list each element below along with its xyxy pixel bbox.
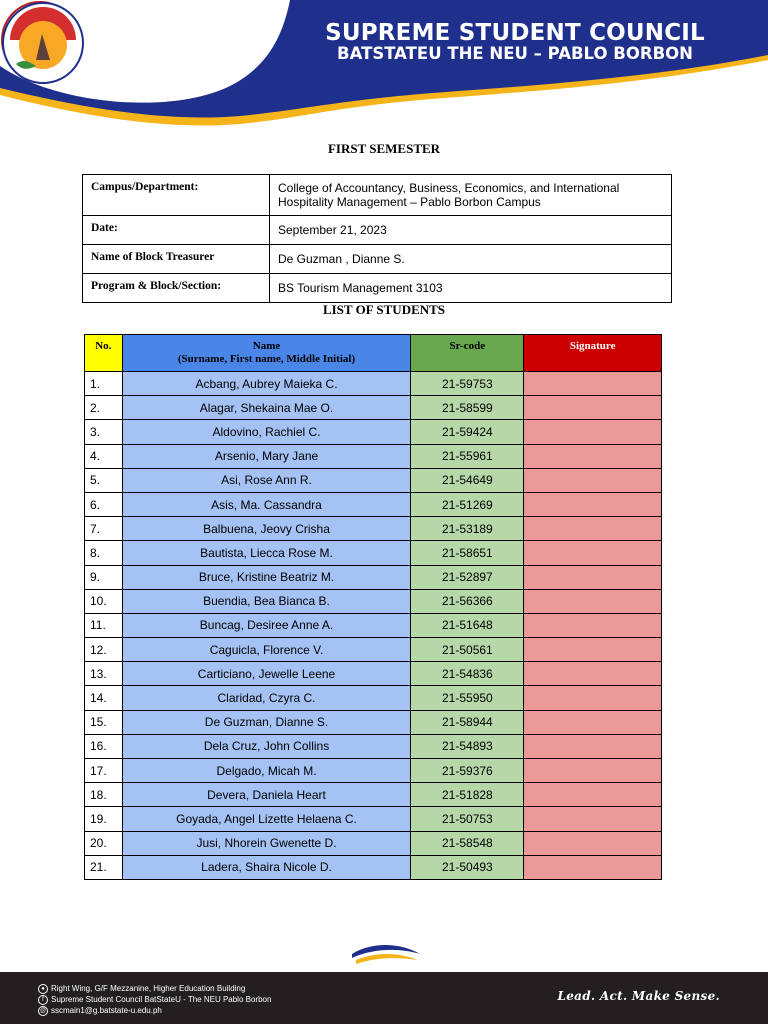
student-srcode: 21-54649 bbox=[411, 468, 524, 492]
student-srcode: 21-59376 bbox=[411, 759, 524, 783]
council-title: SUPREME STUDENT COUNCIL bbox=[325, 20, 705, 46]
student-name: Bautista, Liecca Rose M. bbox=[122, 541, 411, 565]
student-name: Devera, Daniela Heart bbox=[122, 783, 411, 807]
student-name: Alagar, Shekaina Mae O. bbox=[122, 396, 411, 420]
student-name: Ladera, Shaira Nicole D. bbox=[122, 855, 411, 879]
table-row bbox=[85, 807, 662, 831]
student-name: Asis, Ma. Cassandra bbox=[122, 492, 411, 516]
student-number: 2. bbox=[85, 396, 123, 420]
table-row bbox=[85, 759, 662, 783]
student-number: 21. bbox=[85, 855, 123, 879]
info-row-treasurer bbox=[83, 245, 672, 274]
students-table bbox=[84, 334, 662, 880]
student-srcode: 21-55950 bbox=[411, 686, 524, 710]
signature-cell[interactable] bbox=[524, 517, 662, 541]
table-row bbox=[85, 565, 662, 589]
student-srcode: 21-51828 bbox=[411, 783, 524, 807]
col-srcode-header: Sr-code bbox=[411, 335, 524, 372]
semester-heading: FIRST SEMESTER bbox=[327, 141, 441, 156]
student-number: 15. bbox=[85, 710, 123, 734]
student-number: 19. bbox=[85, 807, 123, 831]
students-body bbox=[85, 372, 662, 880]
footer-address bbox=[38, 984, 245, 994]
signature-cell[interactable] bbox=[524, 420, 662, 444]
program-label: Program & Block/Section: bbox=[83, 274, 270, 303]
student-name: De Guzman, Dianne S. bbox=[122, 710, 411, 734]
table-row bbox=[85, 783, 662, 807]
student-number: 12. bbox=[85, 638, 123, 662]
council-subtitle: BATSTATEU THE NEU – PABLO BORBON bbox=[337, 44, 693, 63]
date-label: Date: bbox=[83, 216, 270, 245]
student-number: 13. bbox=[85, 662, 123, 686]
student-number: 17. bbox=[85, 759, 123, 783]
signature-cell[interactable] bbox=[524, 396, 662, 420]
table-row bbox=[85, 613, 662, 637]
student-number: 4. bbox=[85, 444, 123, 468]
student-name: Aldovino, Rachiel C. bbox=[122, 420, 411, 444]
student-number: 5. bbox=[85, 468, 123, 492]
col-name-header-line2: (Surname, First name, Middle Initial) bbox=[177, 353, 356, 365]
student-srcode: 21-59424 bbox=[411, 420, 524, 444]
signature-cell[interactable] bbox=[524, 541, 662, 565]
signature-cell[interactable] bbox=[524, 468, 662, 492]
student-srcode: 21-51269 bbox=[411, 492, 524, 516]
table-row bbox=[85, 589, 662, 613]
signature-cell[interactable] bbox=[524, 855, 662, 879]
student-name: Delgado, Micah M. bbox=[122, 759, 411, 783]
signature-cell[interactable] bbox=[524, 589, 662, 613]
footer-address-text: Right Wing, G/F Mezzanine, Higher Education Building bbox=[51, 984, 246, 994]
table-row bbox=[85, 855, 662, 879]
signature-cell[interactable] bbox=[524, 710, 662, 734]
student-srcode: 21-58599 bbox=[411, 396, 524, 420]
student-srcode: 21-54836 bbox=[411, 662, 524, 686]
footer-facebook[interactable] bbox=[38, 995, 271, 1005]
email-icon: @ bbox=[39, 1008, 47, 1014]
table-row bbox=[85, 541, 662, 565]
info-row-date bbox=[83, 216, 672, 245]
student-srcode: 21-55961 bbox=[411, 444, 524, 468]
student-srcode: 21-51648 bbox=[411, 613, 524, 637]
student-srcode: 21-58651 bbox=[411, 541, 524, 565]
student-number: 9. bbox=[85, 565, 123, 589]
signature-cell[interactable] bbox=[524, 565, 662, 589]
treasurer-label: Name of Block Treasurer bbox=[83, 245, 270, 274]
student-name: Carticiano, Jewelle Leene bbox=[122, 662, 411, 686]
table-row bbox=[85, 517, 662, 541]
table-row bbox=[85, 396, 662, 420]
col-name-header-line1: Name bbox=[252, 340, 281, 352]
table-row bbox=[85, 686, 662, 710]
footer-tagline: Lead. Act. Make Sense. bbox=[557, 989, 720, 1003]
footer-bar bbox=[0, 972, 768, 1024]
header-banner bbox=[0, 0, 768, 135]
student-srcode: 21-50561 bbox=[411, 638, 524, 662]
student-srcode: 21-59753 bbox=[411, 372, 524, 396]
table-row bbox=[85, 372, 662, 396]
decorative-swoosh bbox=[350, 940, 422, 968]
signature-cell[interactable] bbox=[524, 372, 662, 396]
location-icon: ● bbox=[38, 984, 48, 994]
student-name: Buendia, Bea Bianca B. bbox=[122, 589, 411, 613]
student-srcode: 21-50753 bbox=[411, 807, 524, 831]
student-number: 6. bbox=[85, 492, 123, 516]
student-srcode: 21-50493 bbox=[411, 855, 524, 879]
signature-cell[interactable] bbox=[524, 734, 662, 758]
student-srcode: 21-54893 bbox=[411, 734, 524, 758]
treasurer-value: De Guzman , Dianne S. bbox=[270, 245, 672, 274]
student-name: Bruce, Kristine Beatriz M. bbox=[122, 565, 411, 589]
campus-value-line2: Hospitality Management – Pablo Borbon Campus bbox=[278, 195, 541, 209]
student-name: Caguicla, Florence V. bbox=[122, 638, 411, 662]
footer-facebook-text: Supreme Student Council BatStateU - The NEU Pablo Borbon bbox=[51, 995, 272, 1005]
student-name: Jusi, Nhorein Gwenette D. bbox=[122, 831, 411, 855]
student-srcode: 21-56366 bbox=[411, 589, 524, 613]
student-number: 8. bbox=[85, 541, 123, 565]
campus-value bbox=[270, 175, 672, 216]
info-table bbox=[82, 174, 672, 303]
program-value: BS Tourism Management 3103 bbox=[270, 274, 672, 303]
table-row bbox=[85, 468, 662, 492]
table-row bbox=[85, 638, 662, 662]
student-name: Acbang, Aubrey Maieka C. bbox=[122, 372, 411, 396]
student-number: 7. bbox=[85, 517, 123, 541]
student-number: 10. bbox=[85, 589, 123, 613]
student-number: 18. bbox=[85, 783, 123, 807]
student-name: Buncag, Desiree Anne A. bbox=[122, 613, 411, 637]
student-council-logo bbox=[0, 0, 86, 86]
campus-label: Campus/Department: bbox=[83, 175, 270, 216]
table-row bbox=[85, 492, 662, 516]
student-name: Dela Cruz, John Collins bbox=[122, 734, 411, 758]
table-row bbox=[85, 662, 662, 686]
student-name: Claridad, Czyra C. bbox=[122, 686, 411, 710]
student-number: 3. bbox=[85, 420, 123, 444]
student-srcode: 21-58944 bbox=[411, 710, 524, 734]
table-row bbox=[85, 710, 662, 734]
table-row bbox=[85, 420, 662, 444]
footer-email[interactable] bbox=[38, 1006, 162, 1016]
signature-cell[interactable] bbox=[524, 492, 662, 516]
student-number: 20. bbox=[85, 831, 123, 855]
campus-value-line1: College of Accountancy, Business, Economics, and International bbox=[278, 181, 620, 195]
student-number: 11. bbox=[85, 613, 123, 637]
student-number: 14. bbox=[85, 686, 123, 710]
facebook-icon: f bbox=[38, 995, 48, 1005]
info-row-campus bbox=[83, 175, 672, 216]
student-number: 16. bbox=[85, 734, 123, 758]
student-name: Arsenio, Mary Jane bbox=[122, 444, 411, 468]
date-value: September 21, 2023 bbox=[270, 216, 672, 245]
list-heading: LIST OF STUDENTS bbox=[322, 302, 446, 317]
student-srcode: 21-53189 bbox=[411, 517, 524, 541]
col-no-header: No. bbox=[85, 335, 123, 372]
table-row bbox=[85, 444, 662, 468]
signature-cell[interactable] bbox=[524, 759, 662, 783]
signature-cell[interactable] bbox=[524, 613, 662, 637]
col-signature-header: Signature bbox=[524, 335, 662, 372]
signature-cell[interactable] bbox=[524, 444, 662, 468]
signature-cell[interactable] bbox=[524, 831, 662, 855]
student-name: Asi, Rose Ann R. bbox=[122, 468, 411, 492]
signature-cell[interactable] bbox=[524, 638, 662, 662]
student-srcode: 21-52897 bbox=[411, 565, 524, 589]
table-row bbox=[85, 831, 662, 855]
student-name: Goyada, Angel Lizette Helaena C. bbox=[122, 807, 411, 831]
student-number: 1. bbox=[85, 372, 123, 396]
footer-email-text: sscmain1@g.batstate-u.edu.ph bbox=[51, 1006, 162, 1016]
student-name: Balbuena, Jeovy Crisha bbox=[122, 517, 411, 541]
signature-cell[interactable] bbox=[524, 686, 662, 710]
signature-cell[interactable] bbox=[524, 783, 662, 807]
table-row bbox=[85, 734, 662, 758]
info-row-program bbox=[83, 274, 672, 303]
student-srcode: 21-58548 bbox=[411, 831, 524, 855]
col-name-header bbox=[122, 335, 411, 372]
signature-cell[interactable] bbox=[524, 807, 662, 831]
signature-cell[interactable] bbox=[524, 662, 662, 686]
students-header-row bbox=[85, 335, 662, 372]
